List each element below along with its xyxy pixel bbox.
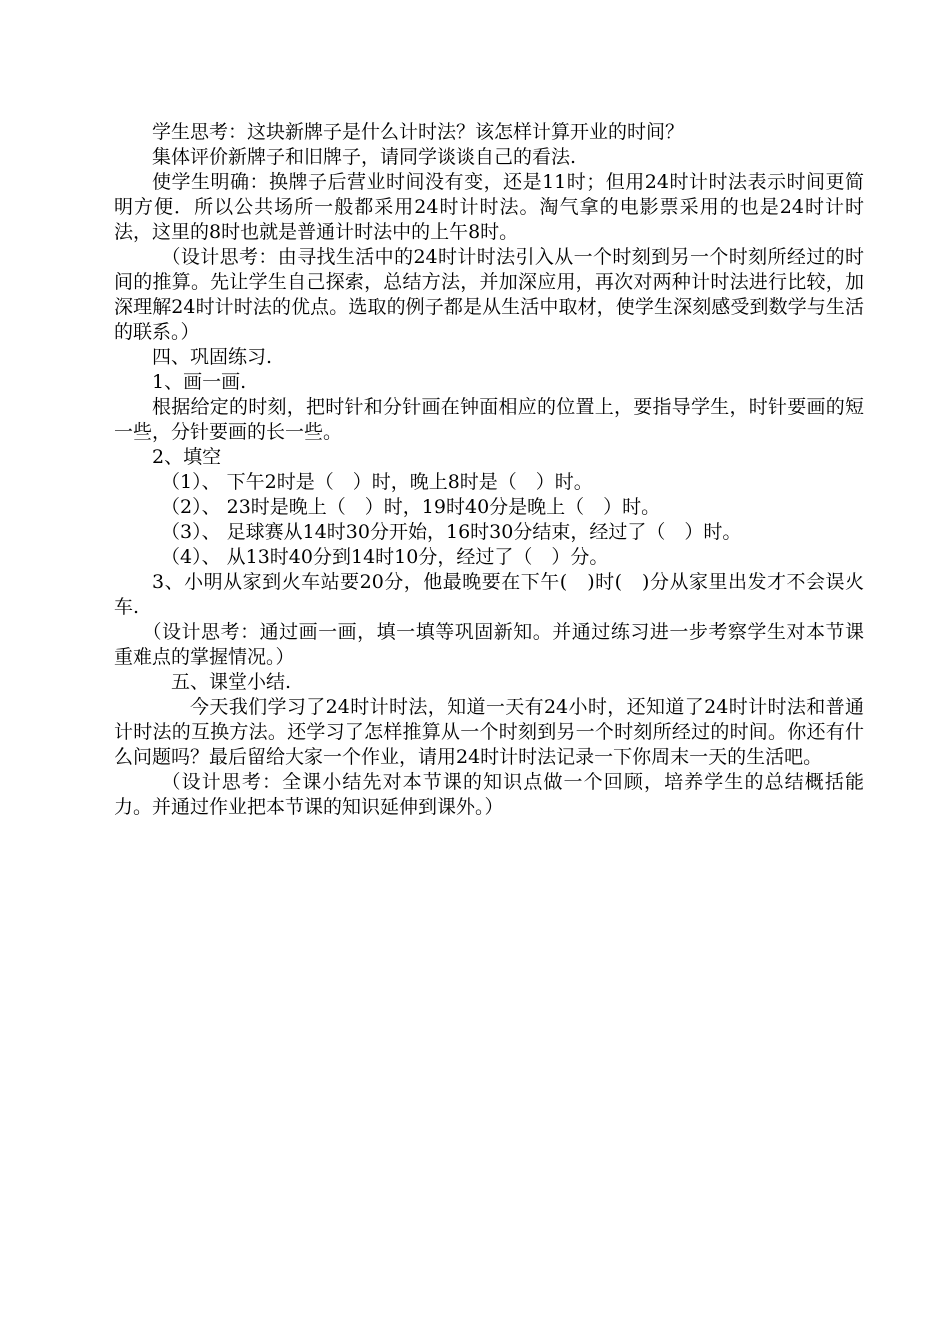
exercise-heading-fill-blank: 2、填空 <box>152 446 222 468</box>
document-body <box>114 120 864 820</box>
paragraph-design-thinking-1: （设计思考：由寻找生活中的24时计时法引入从一个时刻到另一个时刻所经过的时间的推算。先让学生自己探索，总结方法，并加深应用，再次对两种计时法进行比较，加深理解24时计时法的优点。选取的例子都是从生活中取材，使学生深刻感受到数学与生活的联系。） <box>114 246 864 343</box>
paragraph-draw-instructions: 根据给定的时刻，把时针和分针画在钟面相应的位置上，要指导学生，时针要画的短一些，分针要画的长一些。 <box>114 396 864 443</box>
paragraph-design-thinking-3: （设计思考：全课小结先对本节课的知识点做一个回顾，培养学生的总结概括能力。并通过作业把本节课的知识延伸到课外。） <box>114 771 864 818</box>
exercise-heading-draw: 1、画一画. <box>152 371 247 393</box>
exercise-3-question: 3、小明从家到火车站要20分，他最晚要在下午( )时( )分从家里出发才不会误火车. <box>114 571 864 618</box>
paragraph-summary: 今天我们学习了24时计时法，知道一天有24小时，还知道了24时计时法和普通计时法的互换方法。还学习了怎样推算从一个时刻到另一个时刻所经过的时间。你还有什么问题吗？最后留给大家一个作业，请用24时计时法记录一下你周末一天的生活吧。 <box>114 696 864 768</box>
paragraph-design-thinking-2: （设计思考：通过画一画，填一填等巩固新知。并通过练习进一步考察学生对本节课重难点的掌握情况。） <box>114 621 864 668</box>
fill-blank-item-2: （2）、 23时是晚上（ ）时，19时40分是晚上（ ）时。 <box>161 496 661 518</box>
paragraph-student-thinking: 学生思考：这块新牌子是什么计时法？该怎样计算开业的时间？ <box>152 121 685 143</box>
paragraph-clarification: 使学生明确：换牌子后营业时间没有变，还是11时；但用24时计时法表示时间更简明方便．所以公共场所一般都采用24时计时法。淘气拿的电影票采用的也是24时计时法，这里的8时也就是普通计时法中的上午8时。 <box>114 171 864 243</box>
fill-blank-item-4: （4）、 从13时40分到14时10分，经过了（ ）分。 <box>161 546 609 568</box>
paragraph-collective-evaluation: 集体评价新牌子和旧牌子，请同学谈谈自己的看法. <box>152 146 577 168</box>
section-heading-summary: 五、课堂小结. <box>171 671 292 693</box>
fill-blank-item-1: （1）、 下午2时是（ ）时，晚上8时是（ ）时。 <box>161 471 593 493</box>
section-heading-practice: 四、巩固练习. <box>152 346 273 368</box>
fill-blank-item-3: （3）、 足球赛从14时30分开始，16时30分结束，经过了（ ）时。 <box>161 521 742 543</box>
